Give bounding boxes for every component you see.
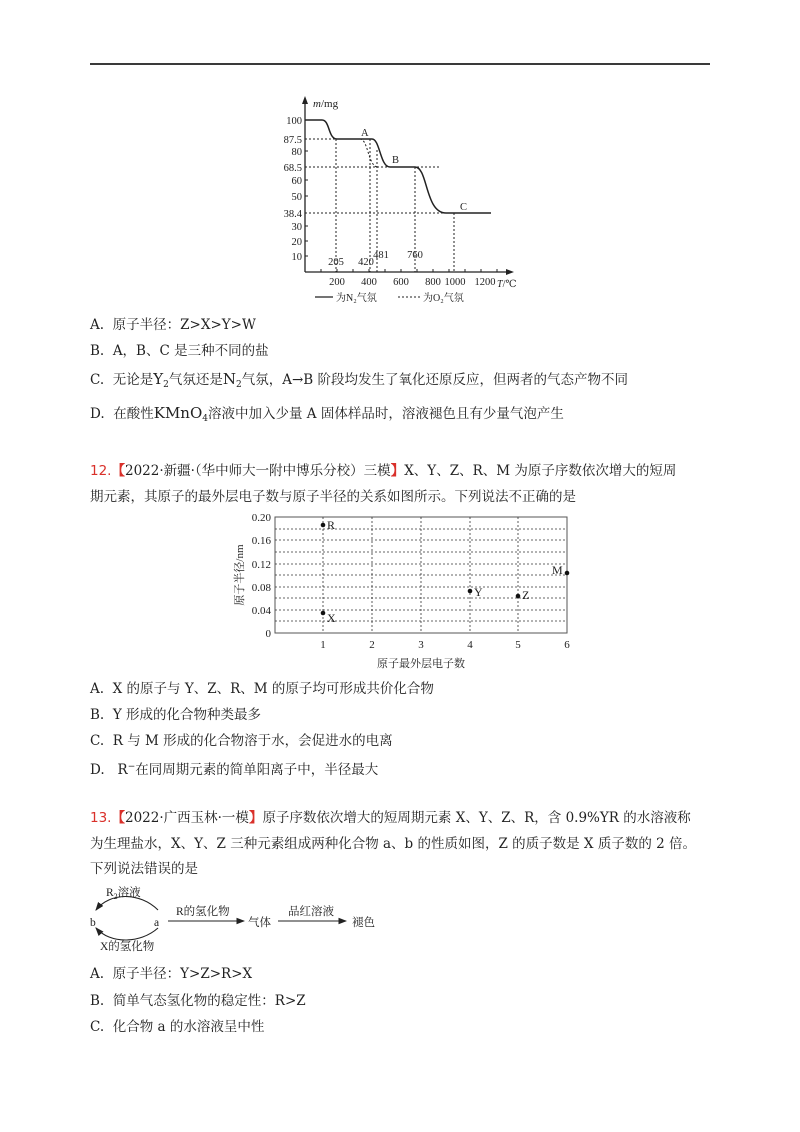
scatter-xtick: 1	[320, 639, 326, 651]
point-m	[565, 571, 570, 576]
q13-option-b: B. 简单气态氢化物的稳定性：R>Z	[90, 993, 306, 1009]
scatter-xtick: 4	[467, 639, 473, 651]
q12-number: 12.	[90, 463, 112, 479]
tga-xtick: 800	[425, 277, 441, 288]
tga-ytick: 50	[291, 192, 302, 203]
tga-marker: 481	[373, 250, 389, 261]
q13-number: 13.	[90, 810, 112, 826]
scatter-ytick: 0	[265, 628, 271, 640]
scatter-xtick: 2	[369, 639, 375, 651]
diagram-top-label: $R_2$溶液	[106, 887, 141, 901]
tga-marker: 205	[328, 257, 344, 268]
legend-solid-label: 为N₂气氛	[336, 293, 377, 304]
scatter-xtick: 3	[418, 639, 424, 651]
q13-source: 2022·广西玉林·一模	[124, 810, 249, 826]
tga-ytick: 80	[291, 147, 302, 158]
tga-ytick: 30	[291, 222, 302, 233]
tga-ylabel: m/mg	[313, 98, 339, 110]
tga-ytick: 10	[291, 252, 302, 263]
tga-xtick: 1000	[444, 277, 466, 288]
header-rule	[90, 63, 710, 65]
tga-ytick: 68.5	[283, 163, 302, 174]
q11-option-c: C. 无论是$Y_2$气氛还是$N_2$气氛，A→B 阶段均发生了氧化还原反应，但两者的气态产物不同	[90, 370, 629, 390]
reaction-diagram	[85, 878, 405, 958]
label-z: Z	[522, 588, 530, 602]
tga-ytick: 87.5	[283, 135, 302, 146]
scatter-ytick: 0.04	[251, 605, 271, 617]
tga-chart	[250, 90, 540, 310]
q12-source: 2022·新疆·（华中师大一附中博乐分校）三模	[124, 463, 391, 479]
q12-option-d: D. R−在同周期元素的简单阳离子中，半径最大	[90, 762, 379, 778]
scatter-ytick: 0.12	[251, 559, 271, 571]
tga-marker: 760	[407, 250, 423, 261]
tga-label-b: B	[392, 155, 400, 166]
tga-xtick: 400	[361, 277, 377, 288]
scatter-ytick: 0.16	[251, 535, 271, 547]
q11-option-a: A. 原子半径：Z>X>Y>W	[90, 317, 256, 333]
point-z	[516, 594, 521, 599]
legend-dashed-label: 为O₂气氛	[423, 293, 464, 304]
tga-ytick: 60	[291, 176, 302, 187]
q13-option-a: A. 原子半径：Y>Z>R>X	[90, 966, 253, 982]
label-y: Y	[474, 585, 483, 599]
scatter-xtick: 5	[515, 639, 521, 651]
arrow2-label: 品红溶液	[288, 906, 334, 918]
q12-option-c: C. R 与 M 形成的化合物溶于水，会促进水的电离	[90, 733, 393, 749]
node-a: a	[154, 917, 160, 929]
label-m: M	[552, 563, 563, 577]
scatter-ylabel: 原子半径/nm	[234, 544, 246, 606]
point-y	[468, 589, 473, 594]
result-label: 褪色	[352, 917, 375, 929]
q13-stem-line3: 下列说法错误的是	[90, 861, 198, 877]
gas-label: 气体	[248, 917, 271, 929]
point-r	[321, 523, 326, 528]
q12-option-b: B. Y 形成的化合物种类最多	[90, 707, 262, 723]
tga-xtick: 1200	[474, 277, 496, 288]
tga-ytick: 38.4	[283, 209, 302, 220]
tga-marker: 420	[358, 257, 374, 268]
scatter-xtick: 6	[564, 639, 570, 651]
tga-ytick: 100	[286, 116, 302, 127]
scatter-ytick: 0.20	[251, 512, 271, 524]
label-r: R	[327, 518, 336, 532]
scatter-ytick: 0.08	[251, 582, 271, 594]
label-x: X	[327, 611, 336, 625]
q13-option-c: C. 化合物 a 的水溶液呈中性	[90, 1019, 265, 1035]
q13-stem-line1: 13.【2022·广西玉林·一模】原子序数依次增大的短周期元素 X、Y、Z、R，含 0.9%YR 的水溶液称	[90, 810, 691, 826]
q12-stem-line1: 12.【2022·新疆·（华中师大一附中博乐分校）三模】X、Y、Z、R、M 为原子序数依次增大的短周	[90, 463, 677, 479]
arrow1-label: R的氢化物	[176, 906, 230, 918]
point-x	[321, 611, 326, 616]
q12-option-a: A. X 的原子与 Y、Z、R、M 的原子均可形成共价化合物	[90, 681, 434, 697]
tga-xtick: 600	[393, 277, 409, 288]
scatter-xlabel: 原子最外层电子数	[377, 658, 465, 670]
tga-ytick: 20	[291, 237, 302, 248]
diagram-bottom-label: X的氢化物	[100, 941, 155, 953]
radius-scatter-chart	[220, 505, 590, 675]
tga-label-c: C	[460, 202, 468, 213]
q12-stem-line2: 期元素，其原子的最外层电子数与原子半径的关系如图所示。下列说法不正确的是	[90, 489, 576, 505]
node-b: b	[90, 917, 96, 929]
q11-option-d: D. 在酸性KMnO$_4$溶液中加入少量 A 固体样品时，溶液褪色且有少量气泡产生	[90, 404, 564, 424]
tga-xlabel: T/℃	[497, 279, 517, 290]
tga-xtick: 200	[329, 277, 345, 288]
q13-stem-line2: 为生理盐水，X、Y、Z 三种元素组成两种化合物 a、b 的性质如图，Z 的质子数是 X 质子数的 2 倍。	[90, 836, 697, 852]
q11-option-b: B. A，B、C 是三种不同的盐	[90, 343, 269, 359]
tga-label-a: A	[361, 128, 369, 139]
